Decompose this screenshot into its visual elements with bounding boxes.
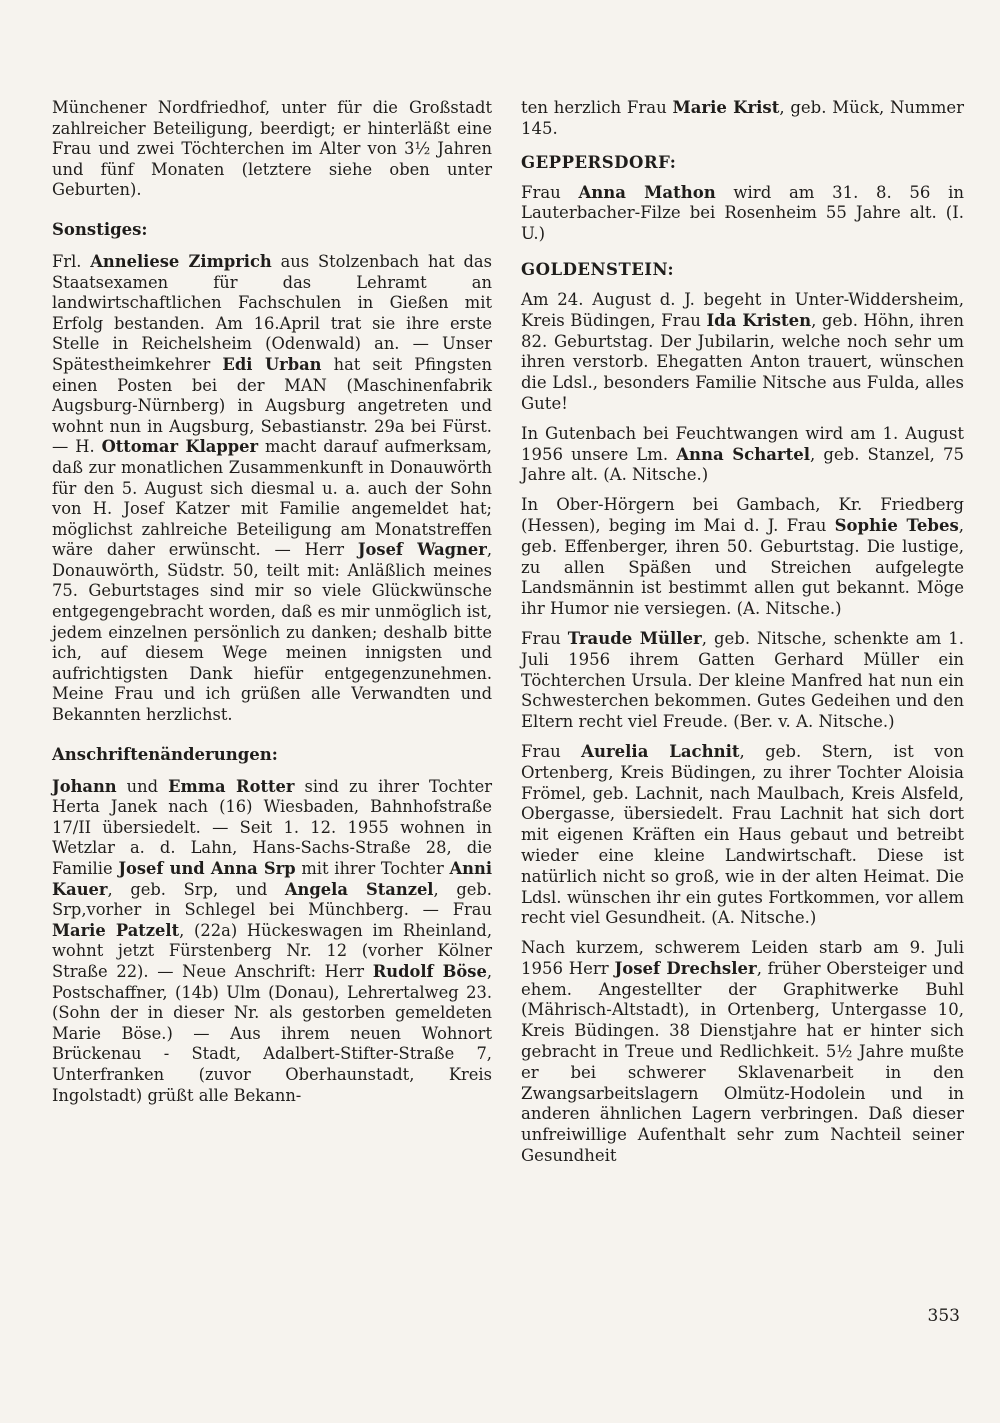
continued-paragraph [521, 98, 964, 140]
text-run: , geb. Stern, ist von Ortenberg, Kreis Büdingen, zu ihrer Tochter Aloisia Frömel, geb. Lachnit, nach Maulbach, Kreis Alsfeld, Obergasse, übersiedelt. Frau Lachnit hat sich dort mit eigenen Kräften ein Haus gebaut und betreibt wieder eine kleine Landwirtschaft. Diese ist natürlich nicht so groß, wie in der alten Heimat. Die Ldsl. wünschen ihr ein gutes Fortkommen, vor allem recht viel Gesundheit. (A. Nitsche.) [521, 741, 965, 928]
text-run: , Donauwörth, Südstr. 50, teilt mit: Anläßlich meines 75. Geburtstages sind mir so viele Glückwünsche entgegengebracht worden, daß es mir unmöglich ist, jedem einzelnen persönlich zu danken; deshalb bitte ich, auf diesem Wege meinen innigsten und aufrichtigsten Dank hiefür entgegenzunehmen. Meine Frau und ich grüßen alle Verwandten und Bekannten herzlichst. [52, 540, 493, 725]
heading-geppersdorf: GEPPERSDORF: [521, 152, 677, 172]
bold-name: Johann [52, 776, 117, 796]
bold-name: Anna Schartel [676, 444, 810, 464]
text-run: Frl. [52, 251, 91, 271]
right-column [521, 98, 964, 1176]
bold-name: Ottomar Klapper [101, 437, 259, 457]
text-run: , (22a) Hückeswagen im Rheinland, wohnt jetzt Fürstenberg Nr. 12 (vorher Kölner Straße 22). — Neue Anschrift: Herr [52, 920, 492, 981]
goldenstein-paragraph [521, 629, 964, 733]
text-run: , geb. Srp,vorher in Schlegel bei Münchberg. — Frau [52, 879, 492, 920]
text-run: Frau [521, 741, 582, 761]
text-run: Frau [521, 182, 579, 202]
heading-sonstiges: Sonstiges: [52, 219, 148, 239]
text-run: sind zu ihrer Tochter Herta Janek nach (16) Wiesbaden, Bahnhofstraße 17/II übersiedelt. — Seit 1. 12. 1955 wohnen in Wetzlar a. d. Lahn, Hans-Sachs-Straße 28, die Familie [52, 776, 493, 878]
text-run: , früher Obersteiger und ehem. Angestellter der Graphitwerke Buhl (Mährisch-Altstadt), in Ortenberg, Untergasse 10, Kreis Büdingen. 38 Dienstjahre hat er hinter sich gebracht in Treue und Redlichkeit. 5½ Jahre mußte er bei schwerer Sklavenarbeit in den Zwangsarbeitslagern Olmütz-Hodolein und in anderen ähnlichen Lagern verbringen. Daß dieser unfreiwillige Aufenthalt sehr zum Nachteil seiner Gesundheit [521, 958, 965, 1166]
heading-goldenstein: GOLDENSTEIN: [521, 259, 675, 279]
text-run: mit ihrer Tochter [295, 859, 450, 878]
bold-name: Josef und Anna Srp [118, 859, 296, 878]
text-run: , geb. Stanzel, 75 Jahre alt. (A. Nitsche.) [521, 444, 964, 485]
text-run: Frau [521, 628, 568, 648]
bold-name: Marie Krist [672, 98, 780, 117]
goldenstein-paragraph [521, 424, 964, 486]
text-run: aus Stolzenbach hat das Staatsexamen für das Lehramt an landwirtschaftlichen Fachschulen in Gießen mit Erfolg bestanden. Am 16.April trat sie ihre erste Stelle in Reichelsheim (Odenwald) an. — Unser Spätestheimkehrer [52, 251, 492, 374]
text-run: Nach kurzem, schwerem Leiden starb am 9. Juli 1956 Herr [521, 938, 964, 978]
text-run: In Gutenbach bei Feuchtwangen wird am 1. August 1956 unsere Lm. [521, 423, 964, 464]
text-run: und [116, 776, 169, 796]
text-run: , geb. Mück, Nummer 145. [521, 98, 965, 138]
text-run: In Ober-Hörgern bei Gambach, Kr. Friedberg (Hessen), beging im Mai d. J. Frau [521, 495, 964, 535]
bold-name: Edi Urban [222, 354, 322, 374]
bold-name: Anna Mathon [578, 182, 716, 202]
intro-paragraph: Münchener Nordfriedhof, unter für die Großstadt zahlreicher Beteiligung, beerdigt; er hinterläßt eine Frau und zwei Töchterchen im Alter von 3½ Jahren und fünf Monaten (letztere siehe oben unter Geburten). [52, 98, 492, 200]
text-run: , geb. Srp, und [107, 879, 285, 899]
text-run: , geb. Höhn, ihren 82. Geburtstag. Der Jubilarin, welche noch sehr um ihren verstorb. Ehegatten Anton trauert, wünschen die Ldsl., besonders Familie Nitsche aus Fulda, alles Gute! [521, 310, 964, 413]
heading-anschriftenaenderungen: Anschriftenänderungen: [52, 744, 278, 764]
bold-name: Emma Rotter [168, 776, 295, 796]
bold-name: Rudolf Böse [372, 961, 487, 981]
anschrift-paragraph [52, 777, 492, 1107]
text-run: , geb. Nitsche, schenkte am 1. Juli 1956 ihrem Gatten Gerhard Müller ein Töchterchen Ursula. Der kleine Manfred hat nun ein Schwesterchen bekommen. Gutes Gedeihen und den Eltern recht viel Freude. (Ber. v. A. Nitsche.) [521, 628, 965, 732]
goldenstein-paragraph [521, 938, 964, 1167]
text-run: wird am 31. 8. 56 in Lauterbacher-Filze bei Rosenheim 55 Jahre alt. (I. U.) [521, 182, 965, 244]
text-run: Am 24. August d. J. begeht in Unter-Widdersheim, Kreis Büdingen, Frau [521, 289, 964, 330]
text-run: , Postschaffner, (14b) Ulm (Donau), Lehrertalweg 23. (Sohn der in dieser Nr. als gestorben gemeldeten Marie Böse.) — Aus ihrem neuen Wohnort Brückenau - Stadt, Adalbert-Stifter-Straße 7, Unterfranken (zuvor Oberhaunstadt, Kreis Ingolstadt) grüßt alle Bekann- [52, 961, 492, 1105]
bold-name: Traude Müller [567, 628, 702, 648]
bold-name: Anni Kauer [52, 859, 493, 899]
goldenstein-paragraph [521, 742, 964, 929]
bold-name: Sophie Tebes [834, 515, 959, 535]
left-column [52, 98, 492, 1116]
bold-name: Marie Patzelt [52, 920, 180, 940]
page-number: 353 [927, 1306, 960, 1326]
text-run: ten herzlich Frau [521, 98, 673, 117]
text-run: macht darauf aufmerksam, daß zur monatlichen Zusammenkunft in Donauwörth für den 5. August sich diesmal u. a. auch der Sohn von H. Josef Katzer mit Familie angemeldet hat; möglichst zahlreiche Beteiligung am Monatstreffen wäre daher erwünscht. — Herr [52, 437, 492, 560]
bold-name: Ida Kristen [706, 310, 812, 330]
goldenstein-paragraph [521, 495, 964, 620]
bold-name: Josef Wagner [357, 540, 487, 560]
bold-name: Angela Stanzel [284, 879, 434, 899]
bold-name: Josef Drechsler [614, 958, 757, 978]
bold-name: Aurelia Lachnit [581, 741, 740, 761]
text-run: hat seit Pfingsten einen Posten bei der MAN (Maschinenfabrik Augsburg-Nürnberg) in Augsburg angetreten und wohnt nun in Augsburg, Sebastianstr. 29a bei Fürst. — H. [52, 354, 492, 457]
geppersdorf-paragraph [521, 183, 964, 245]
bold-name: Anneliese Zimprich [90, 251, 272, 271]
sonstiges-paragraph [52, 252, 492, 726]
text-run: , geb. Effenberger, ihren 50. Geburtstag. Die lustige, zu allen Späßen und Streichen aufgelegte Landsmännin ist bestimmt allen gut bekannt. Möge ihr Humor nie versiegen. (A. Nitsche.) [521, 515, 965, 619]
goldenstein-paragraph [521, 290, 964, 415]
